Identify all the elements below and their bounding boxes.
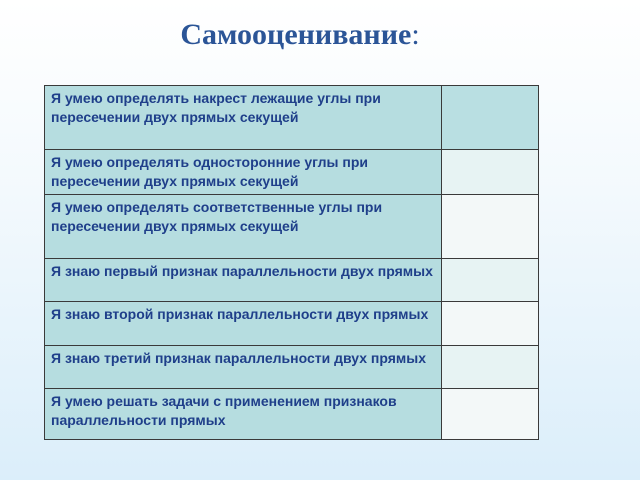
assessment-cell[interactable] xyxy=(442,195,539,259)
table-row xyxy=(45,302,539,346)
statement-cell: Я знаю первый признак параллельности двух прямых xyxy=(45,259,442,302)
statement-cell: Я умею решать задачи с применением признаков параллельности прямых xyxy=(45,389,442,440)
statement-cell: Я умею определять односторонние углы при пересечении двух прямых секущей xyxy=(45,150,442,195)
assessment-cell[interactable] xyxy=(442,86,539,150)
page-title-text: Самооценивание xyxy=(180,18,412,51)
table-row xyxy=(45,259,539,302)
self-assessment-table xyxy=(44,85,539,440)
page-title-colon: : xyxy=(411,18,420,51)
table-row xyxy=(45,346,539,389)
statement-cell: Я знаю третий признак параллельности двух прямых xyxy=(45,346,442,389)
assessment-cell[interactable] xyxy=(442,302,539,346)
statement-cell: Я знаю второй признак параллельности двух прямых xyxy=(45,302,442,346)
assessment-cell[interactable] xyxy=(442,346,539,389)
table-row xyxy=(45,195,539,259)
statement-cell: Я умею определять соответственные углы при пересечении двух прямых секущей xyxy=(45,195,442,259)
assessment-cell[interactable] xyxy=(442,150,539,195)
statement-cell: Я умею определять накрест лежащие углы при пересечении двух прямых секущей xyxy=(45,86,442,150)
table-row xyxy=(45,86,539,150)
table-row xyxy=(45,150,539,195)
page-title xyxy=(0,18,600,52)
table-row xyxy=(45,389,539,440)
assessment-cell[interactable] xyxy=(442,259,539,302)
assessment-cell[interactable] xyxy=(442,389,539,440)
